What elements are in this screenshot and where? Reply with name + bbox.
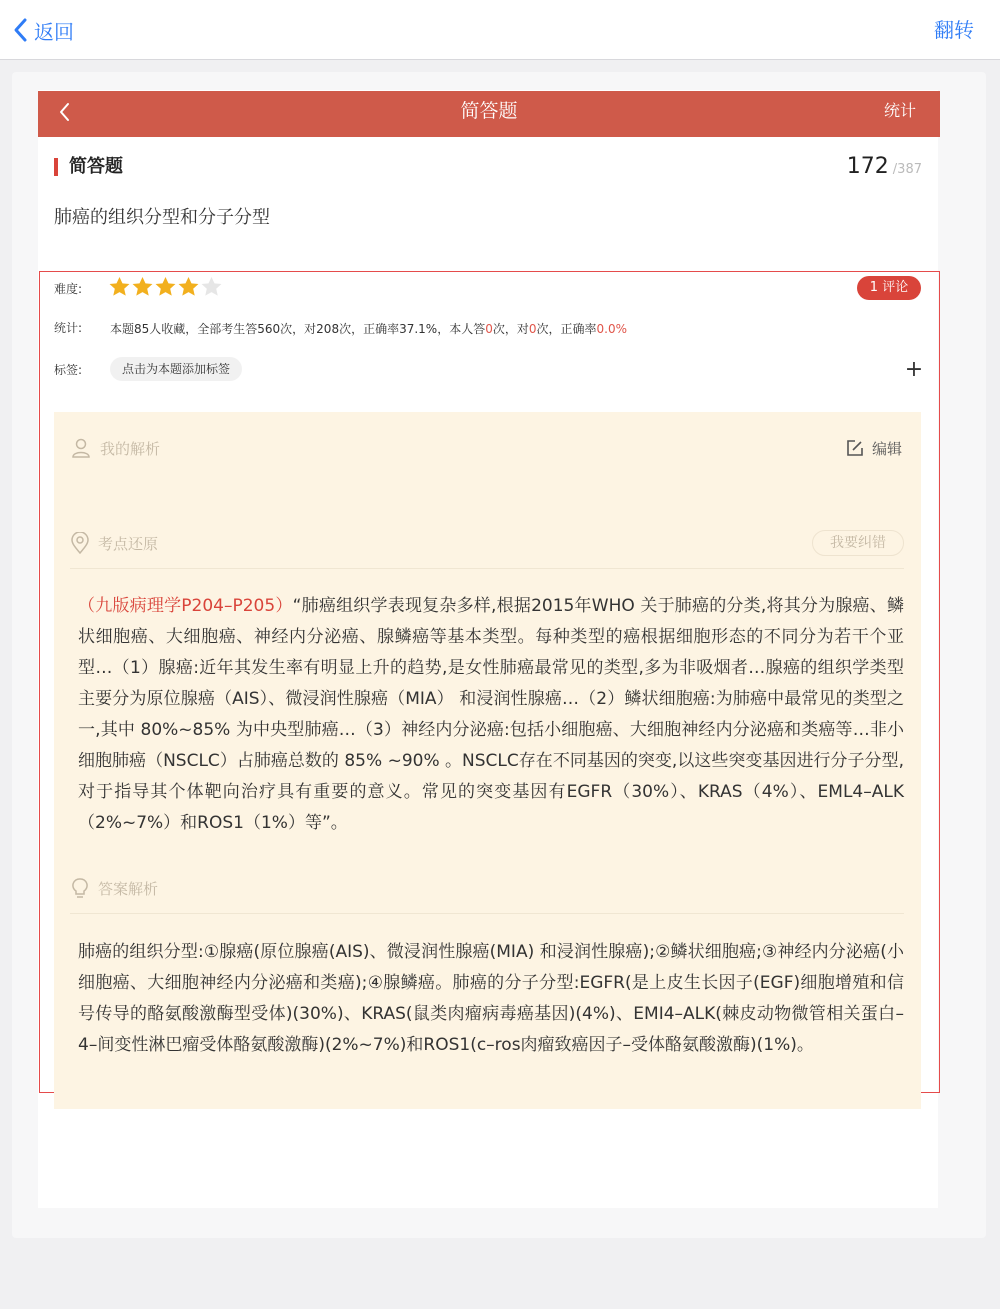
star-filled-icon (131, 275, 154, 299)
section-divider (70, 568, 904, 569)
self-correct-count: 0 (528, 322, 537, 336)
edit-icon (846, 439, 864, 457)
comment-badge[interactable]: 1 评论 (857, 276, 921, 300)
tags-label: 标签: (54, 363, 83, 377)
back-button[interactable] (12, 14, 74, 46)
total-number: /387 (892, 162, 922, 177)
knowledge-text: “肺癌组织学表现复杂多样,根据2015年WHO 关于肺癌的分类,将其分为腺癌、鳞状细胞癌、大细胞癌、神经内分泌癌、腺鳞癌等基本类型。每种类型的癌根据细胞形态的不同分为若干个亚型…（1）腺癌:近年其发生率有明显上升的趋势,是女性肺癌最常见的类型,多为非吸烟者…腺癌的组织学类型主要分为原位腺癌（AIS）、微浸润性腺癌（MIA） 和浸润性腺癌…（2）鳞状细胞癌:为肺癌中最常见的类型之一,其中 80%~85% 为中央型肺癌…（3）神经内分泌癌:包括小细胞癌、大细胞神经内分泌癌和类癌等…非小细胞肺癌（NSCLC）占肺癌总数的 85% ~90% 。NSCLC存在不同基因的突变,以这些突变基因进行分子分型,对于指导其个体靶向治疗具有重要的意义。常见的突变基因有EGFR（30%）、KRAS（4%）、EML4–ALK（2%~7%）和ROS1（1%）等”。 (78, 596, 904, 833)
edit-label: 编辑 (872, 439, 903, 458)
top-nav-bar (0, 0, 1000, 60)
knowledge-header (70, 531, 158, 555)
question-text: 肺癌的组织分型和分子分型 (54, 207, 270, 228)
question-counter (847, 152, 922, 185)
report-error-button[interactable]: 我要纠错 (812, 530, 904, 556)
location-pin-icon (70, 532, 90, 554)
question-app-bar (38, 91, 940, 137)
answer-header (70, 876, 158, 900)
star-filled-icon (177, 275, 200, 299)
add-tag-button[interactable]: + (904, 357, 924, 382)
lightbulb-icon (70, 877, 90, 899)
chevron-left-icon (12, 17, 30, 43)
self-correct-rate: 0.0% (596, 322, 628, 336)
knowledge-label: 考点还原 (98, 534, 159, 553)
question-header (54, 152, 924, 184)
self-answer-count: 0 (485, 322, 493, 336)
flip-button[interactable]: 翻转 (934, 18, 974, 42)
difficulty-stars (108, 275, 223, 299)
star-filled-icon (108, 275, 131, 299)
question-type: 简答题 (69, 156, 123, 177)
add-tag-pill[interactable]: 点击为本题添加标签 (110, 357, 242, 381)
stats-part-3: 次，正确率 (536, 322, 597, 336)
knowledge-source: （九版病理学P204–P205） (78, 596, 293, 616)
star-empty-icon (200, 275, 223, 299)
section-divider (70, 913, 904, 914)
my-analysis-label: 我的解析 (100, 439, 161, 458)
stats-button[interactable]: 统计 (883, 101, 916, 120)
accent-bar (54, 158, 58, 176)
star-filled-icon (154, 275, 177, 299)
answer-label: 答案解析 (98, 879, 159, 898)
user-icon (70, 437, 92, 459)
knowledge-paragraph (78, 591, 904, 839)
stats-label: 统计: (54, 321, 83, 335)
edit-button[interactable] (846, 436, 902, 460)
current-number: 172 (846, 154, 889, 179)
stats-text (110, 320, 627, 337)
my-analysis-header (70, 436, 160, 460)
back-label: 返回 (34, 19, 74, 44)
difficulty-label: 难度: (54, 282, 83, 296)
app-bar-title: 简答题 (460, 100, 518, 122)
answer-paragraph: 肺癌的组织分型:①腺癌(原位腺癌(AIS)、微浸润性腺癌(MIA) 和浸润性腺癌);②鳞状细胞癌;③神经内分泌癌(小细胞癌、大细胞神经内分泌癌和类癌);④腺鳞癌。肺癌的分子分型:EGFR(是上皮生长因子(EGF)细胞增殖和信号传导的酪氨酸激酶型受体)(30%)、KRAS(鼠类肉瘤病毒癌基因)(4%)、EMI4–ALK(棘皮动物微管相关蛋白–4–间变性淋巴瘤受体酪氨酸激酶)(2%~7%)和ROS1(c–ros肉瘤致癌因子–受体酪氨酸激酶)(1%)。 (78, 942, 904, 1055)
stats-part-1: 本题85人收藏，全部考生答560次，对208次，正确率37.1%，本人答 (110, 322, 486, 336)
stats-part-2: 次，对 (492, 322, 529, 336)
